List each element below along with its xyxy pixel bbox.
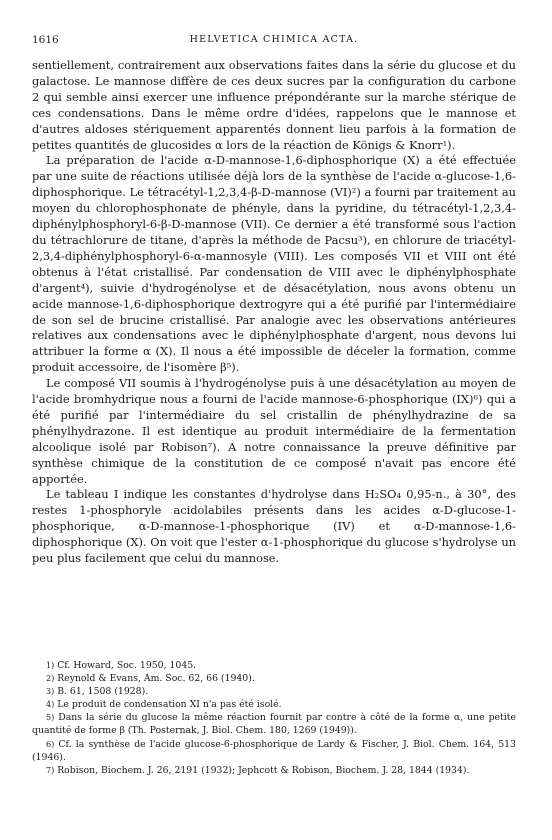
footnote-3 — [32, 685, 516, 698]
footnote-number: 5) — [46, 713, 55, 723]
body-text — [32, 58, 516, 567]
page-header — [32, 34, 516, 50]
footnotes — [32, 659, 516, 777]
footnote-number: 3) — [46, 687, 55, 697]
footnote-text: Robison, Biochem. J. 26, 2191 (1932); Jephcott & Robison, Biochem. J. 28, 1844 (1934). — [57, 764, 470, 776]
paragraph-1: sentiellement, contrairement aux observations faites dans la série du glucose et du galactose. Le mannose diffère de ces deux sucres par la configuration du carbone 2 qui semble ainsi exercer une influence prépondérante sur la marche stérique de ces condensations. Dans le même ordre d'idées, rappelons que le mannose et d'autres aldoses stériquement apparentés donnent lieu parfois à la formation de petites quantités de glucosides α lors de la réaction de Königs & Knorr¹). — [32, 58, 516, 152]
footnote-text: Cf. Howard, Soc. 1950, 1045. — [57, 660, 197, 671]
paragraph-3: Le composé VII soumis à l'hydrogénolyse puis à une désacétylation au moyen de l'acide bromhydrique nous a fourni de l'acide mannose-6-phosphorique (IX)⁶) qui a été purifié par l'intermédiaire du sel cristallin de phénylhydrazine de sa phénylhydrazone. Il est identique au produit intermédiaire de la fermentation alcoolique isolé par Robison⁷). A notre connaissance la preuve définitive par synthèse chimique de la constitution de ce composé n'avait pas encore été apportée. — [32, 376, 516, 486]
footnote-number: 4) — [46, 700, 55, 710]
footnote-2 — [32, 672, 516, 685]
footnote-7 — [32, 764, 516, 777]
footnote-number: 2) — [46, 674, 55, 684]
footnote-text: Le produit de condensation XI n'a pas été isolé. — [57, 699, 282, 711]
footnote-4 — [32, 698, 516, 711]
footnote-text: Cf. la synthèse de l'acide glucose-6-phosphorique de Lardy & Fischer, J. Biol. Chem. 164, 513 (1946). — [32, 738, 516, 763]
footnote-number: 1) — [46, 661, 55, 670]
footnote-5 — [32, 711, 516, 737]
journal-title: HELVETICA CHIMICA ACTA. — [189, 34, 359, 45]
footnote-number: 6) — [46, 739, 55, 749]
footnote-text: B. 61, 1508 (1928). — [57, 686, 149, 698]
footnote-text: Reynold & Evans, Am. Soc. 62, 66 (1940). — [57, 673, 255, 685]
page-number: 1616 — [32, 34, 59, 46]
footnote-6 — [32, 738, 516, 764]
footnote-1 — [32, 659, 516, 672]
footnote-text: Dans la série du glucose la même réaction fournit par contre à côté de la forme α, une petite quantité de forme β (Th. Posternak, J. Biol. Chem. 180, 1269 (1949)). — [32, 712, 516, 737]
paragraph-2: La préparation de l'acide α-D-mannose-1,6-diphosphorique (X) a été effectuée par une suite de réactions utilisée déjà lors de la synthèse de l'acide α-glucose-1,6-diphosphorique. Le tétracétyl-1,2,3,4-β-D-mannose (VI)²) a fourni par traitement au moyen du chlorophosphonate de phényle, dans la pyridine, du tétracétyl-1,2,3,4-diphénylphosphoryl-6-β-D-mannose (VII). Ce dernier a été transformé sous l'action du tétrachlorure de titane, d'après la méthode de Pacsu³), en chlorure de triacétyl-2,3,4-diphénylphosphoryl-6-α-mannosyle (VIII). Les composés VII et VIII ont été obtenus à l'état cristallisé. Par condensation de VIII avec le diphénylphosphate d'argent⁴), suivie d'hydrogénolyse et de désacétylation, nous avons obtenu un acide mannose-1,6-diphosphorique dextrogyre qui a été purifié par l'intermédiaire de son sel de brucine cristallisé. Par analogie avec les observations antérieures relatives aux condensations avec le diphénylphosphate d'argent, nous devons lui attribuer la forme α (X). Il nous a été impossible de déceler la formation, comme produit accessoire, de l'isomère β⁵). — [32, 153, 516, 375]
paragraph-4: Le tableau I indique les constantes d'hydrolyse dans H₂SO₄ 0,95-n., à 30°, des restes 1-phosphoryle acidolabiles présents dans les acides α-D-glucose-1-phosphorique, α-D-mannose-1-phosphorique (IV) et α-D-mannose-1,6-diphosphorique (X). On voit que l'ester α-1-phosphorique du glucose s'hydrolyse un peu plus facilement que celui du mannose. — [32, 487, 516, 566]
footnote-number: 7) — [46, 765, 55, 775]
